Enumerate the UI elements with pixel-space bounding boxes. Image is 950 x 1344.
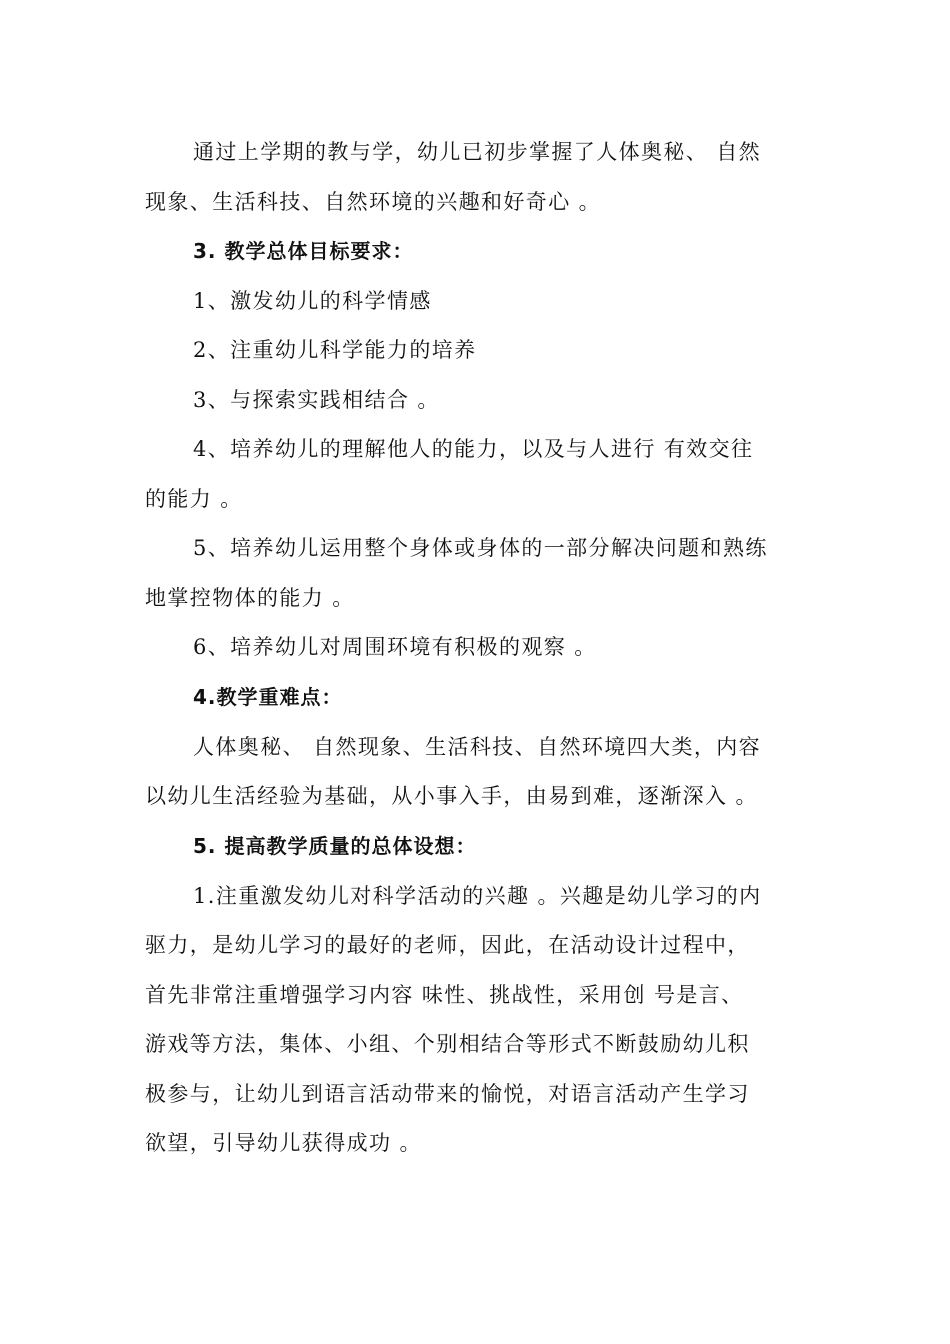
text-line: 以幼儿生活经验为基础，从小事入手，由易到难，逐渐深入 。 (145, 784, 758, 808)
section-heading: 3. 教学总体目标要求： (193, 239, 414, 263)
text-line: 现象、生活科技、自然环境的兴趣和好奇心 。 (145, 189, 602, 214)
list-item: 1、激发幼儿的科学情感 (193, 288, 432, 313)
text-line: 极参与，让幼儿到语言活动带来的愉悦，对语言活动产生学习 (145, 1081, 750, 1106)
section-4 (145, 673, 805, 822)
text-line: 通过上学期的教与学，幼儿已初步掌握了人体奥秘、 自然 (193, 140, 762, 164)
text-line: 欲望，引导幼儿获得成功 。 (145, 1131, 422, 1155)
section-heading: 5. 提高教学质量的总体设想： (193, 834, 477, 858)
text-line: 1.注重激发幼儿对科学活动的兴趣 。兴趣是幼儿学习的内 (193, 883, 762, 908)
intro-paragraph (145, 128, 805, 227)
list-item: 5、培养幼儿运用整个身体或身体的一部分解决问题和熟练 (193, 536, 768, 560)
text-line: 驱力，是幼儿学习的最好的老师，因此，在活动设计过程中， (145, 933, 750, 957)
list-item: 6、培养幼儿对周围环境有积极的观察 。 (193, 635, 597, 659)
list-item: 2、注重幼儿科学能力的培养 (193, 338, 477, 362)
list-item-continuation: 的能力 。 (145, 486, 243, 511)
list-item-continuation: 地掌控物体的能力 。 (145, 585, 355, 610)
section-5 (145, 822, 805, 1169)
list-item: 4、培养幼儿的理解他人的能力，以及与人进行 有效交往 (193, 437, 754, 461)
text-line: 首先非常注重增强学习内容 味性、挑战性，采用创 号是言、 (145, 982, 744, 1007)
section-heading: 4.教学重难点： (193, 685, 343, 709)
section-3 (145, 227, 805, 673)
text-line: 人体奥秘、 自然现象、生活科技、自然环境四大类，内容 (193, 734, 762, 759)
list-item: 3、与探索实践相结合 。 (193, 387, 440, 412)
text-line: 游戏等方法，集体、小组、个别相结合等形式不断鼓励幼儿积 (145, 1032, 750, 1056)
